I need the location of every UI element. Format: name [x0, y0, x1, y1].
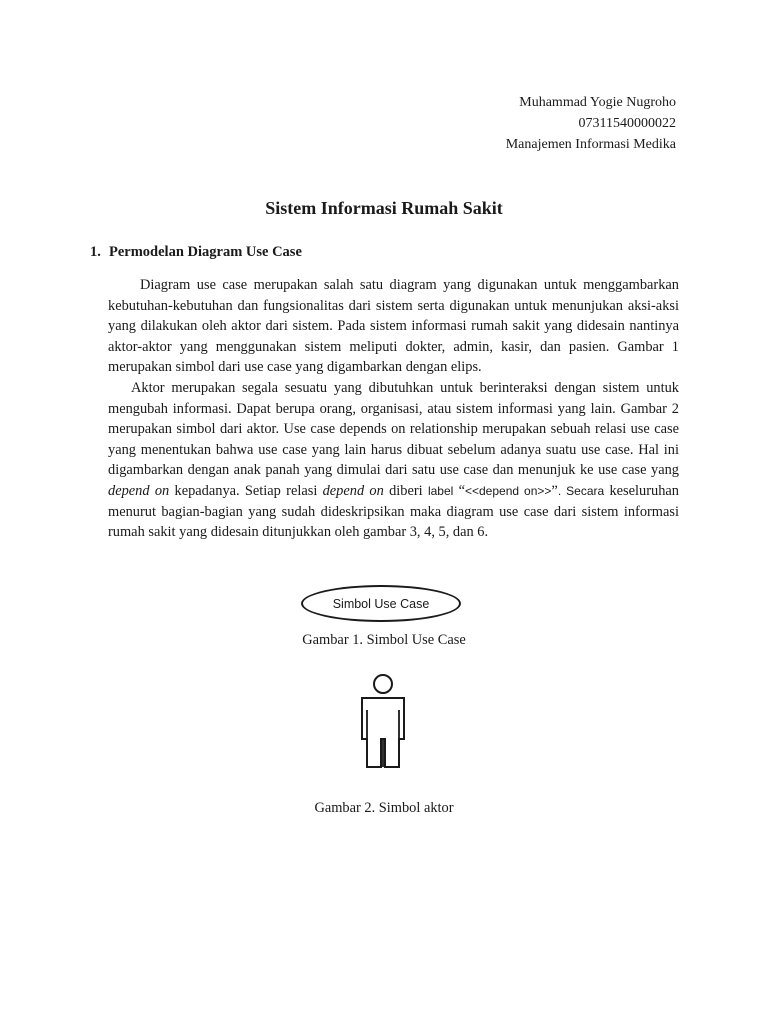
p2-mono-label: label: [427, 483, 454, 498]
p2-text-2: kepadanya. Setiap relasi: [169, 482, 323, 499]
author-program: Manajemen Informasi Medika: [505, 137, 676, 152]
section-number: 1.: [90, 244, 101, 260]
section-heading-text: Permodelan Diagram Use Case: [109, 244, 302, 260]
p2-mono-depend-on: <<depend on>>: [464, 483, 552, 498]
p2-text-5: ”: [551, 482, 558, 499]
author-block: [506, 92, 676, 155]
p2-italic-2: depend on: [322, 482, 384, 499]
use-case-ellipse-label: Simbol Use Case: [332, 596, 430, 611]
author-student-id: 07311540000022: [578, 116, 676, 131]
figure-1-caption: Gambar 1. Simbol Use Case: [302, 632, 466, 648]
figure-2-caption: Gambar 2. Simbol aktor: [314, 800, 454, 816]
author-name: Muhammad Yogie Nugroho: [519, 95, 676, 110]
p2-text-3: diberi: [383, 482, 428, 499]
document-title: Sistem Informasi Rumah Sakit: [265, 198, 503, 218]
section-heading: [90, 244, 302, 261]
p2-italic-1: depend on: [108, 482, 170, 499]
use-case-ellipse: [301, 585, 461, 622]
p2-mono-secara: . Secara: [557, 483, 605, 498]
paragraph-1: Diagram use case merupakan salah satu diagram yang digunakan untuk menggambarkan kebutuhan-kebutuhan dan fungsionalitas dari sistem serta digunakan untuk menunjukan aksi-aksi yang dilakukan oleh aktor dari sistem. Pada sistem informasi rumah sakit yang didesain nantinya aktor-aktor yang menggunakan sistem meliputi dokter, admin, kasir, dan pasien. Gambar 1 merupakan simbol dari use case yang digambarkan dengan elips.: [108, 277, 679, 376]
paragraph-2: [108, 378, 679, 543]
p2-text-1: Aktor merupakan segala sesuatu yang dibutuhkan untuk berinteraksi dengan sistem untuk mengubah informasi. Dapat berupa orang, organisasi, atau sistem informasi yang lain. Gambar 2 merupakan simbol dari aktor. Use case depends on relationship merupakan sebuah relasi use case yang menentukan bahwa use case yang lain harus dibuat sebelum adanya suatu use case. Hal ini digambarkan dengan anak panah yang dimulai dari satu use case dan menunjuk ke use case yang: [108, 379, 679, 479]
actor-icon: [355, 672, 411, 770]
p2-text-6: keseluruhan menurut bagian-bagian yang sudah dideskripsikan maka diagram use case dari sistem informasi rumah sakit yang didesain ditunjukkan oleh gambar 3, 4, 5, dan 6.: [108, 482, 679, 541]
p2-text-4: “: [453, 482, 465, 499]
body-text: [108, 275, 679, 543]
